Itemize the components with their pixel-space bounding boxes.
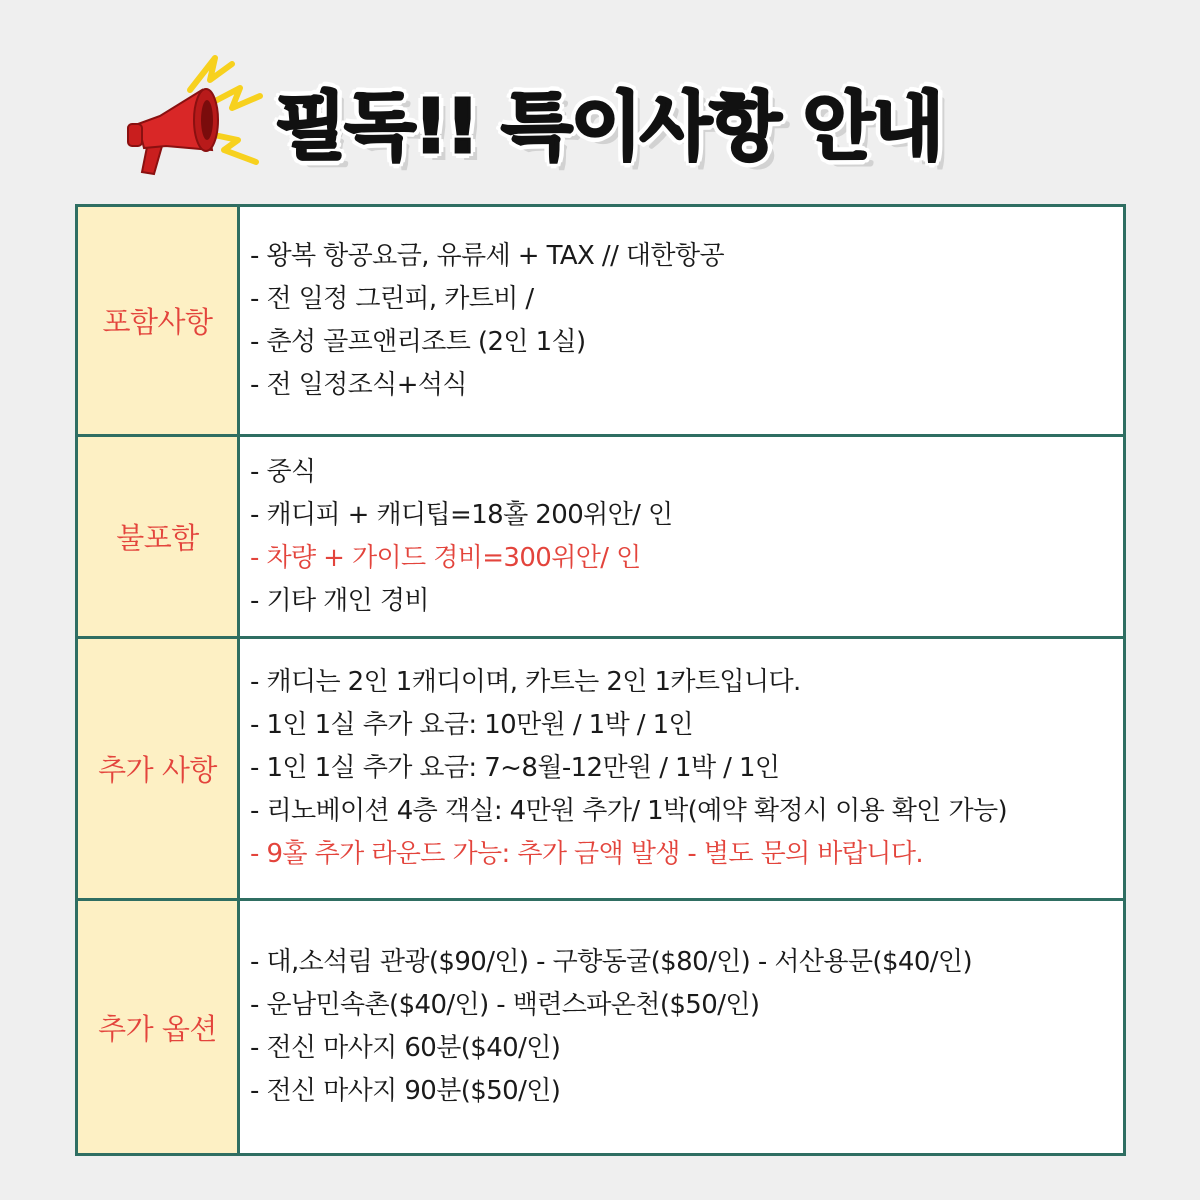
info-table <box>75 204 1126 1156</box>
list-item: - 대,소석림 관광($90/인) - 구향동굴($80/인) - 서산용문($40/인) <box>250 947 972 977</box>
row-content-additional <box>239 638 1125 900</box>
list-item: - 캐디피 + 캐디팁=18홀 200위안/ 인 <box>250 499 673 530</box>
table-row <box>77 206 1125 436</box>
list-item: - 중식 <box>250 456 316 487</box>
list-item: - 리노베이션 4층 객실: 4만원 추가/ 1박(예약 확정시 이용 확인 가능) <box>250 796 1008 826</box>
table-row <box>77 638 1125 900</box>
table-row <box>77 436 1125 638</box>
list-item: - 기타 개인 경비 <box>250 585 429 616</box>
list-item: - 1인 1실 추가 요금: 10만원 / 1박 / 1인 <box>250 710 694 740</box>
list-item: - 전 일정조식+석식 <box>250 369 467 400</box>
list-item: - 전신 마사지 90분($50/인) <box>250 1076 561 1106</box>
list-item: - 전 일정 그린피, 카트비 / <box>250 283 534 314</box>
row-content-options <box>239 900 1125 1155</box>
row-content-excluded <box>239 436 1125 638</box>
list-item: - 1인 1실 추가 요금: 7~8월-12만원 / 1박 / 1인 <box>250 753 780 783</box>
header <box>0 30 1200 180</box>
row-label-included: 포함사항 <box>77 206 239 436</box>
page-title: 필독!! 특이사항 안내 <box>275 84 942 170</box>
list-item: - 9홀 추가 라운드 가능: 추가 금액 발생 - 별도 문의 바랍니다. <box>250 839 923 869</box>
list-item: - 왕복 항공요금, 유류세 + TAX // 대한항공 <box>250 240 724 271</box>
row-content-included <box>239 206 1125 436</box>
list-item: - 전신 마사지 60분($40/인) <box>250 1033 561 1063</box>
list-item: - 운남민속촌($40/인) - 백련스파온천($50/인) <box>250 990 760 1020</box>
list-item: - 캐디는 2인 1캐디이며, 카트는 2인 1카트입니다. <box>250 667 801 697</box>
list-item: - 차량 + 가이드 경비=300위안/ 인 <box>250 542 641 573</box>
row-label-excluded: 불포함 <box>77 436 239 638</box>
row-label-additional: 추가 사항 <box>77 638 239 900</box>
table-row <box>77 900 1125 1155</box>
megaphone-icon <box>120 50 270 180</box>
list-item: - 춘성 골프앤리조트 (2인 1실) <box>250 326 586 357</box>
row-label-options: 추가 옵션 <box>77 900 239 1155</box>
